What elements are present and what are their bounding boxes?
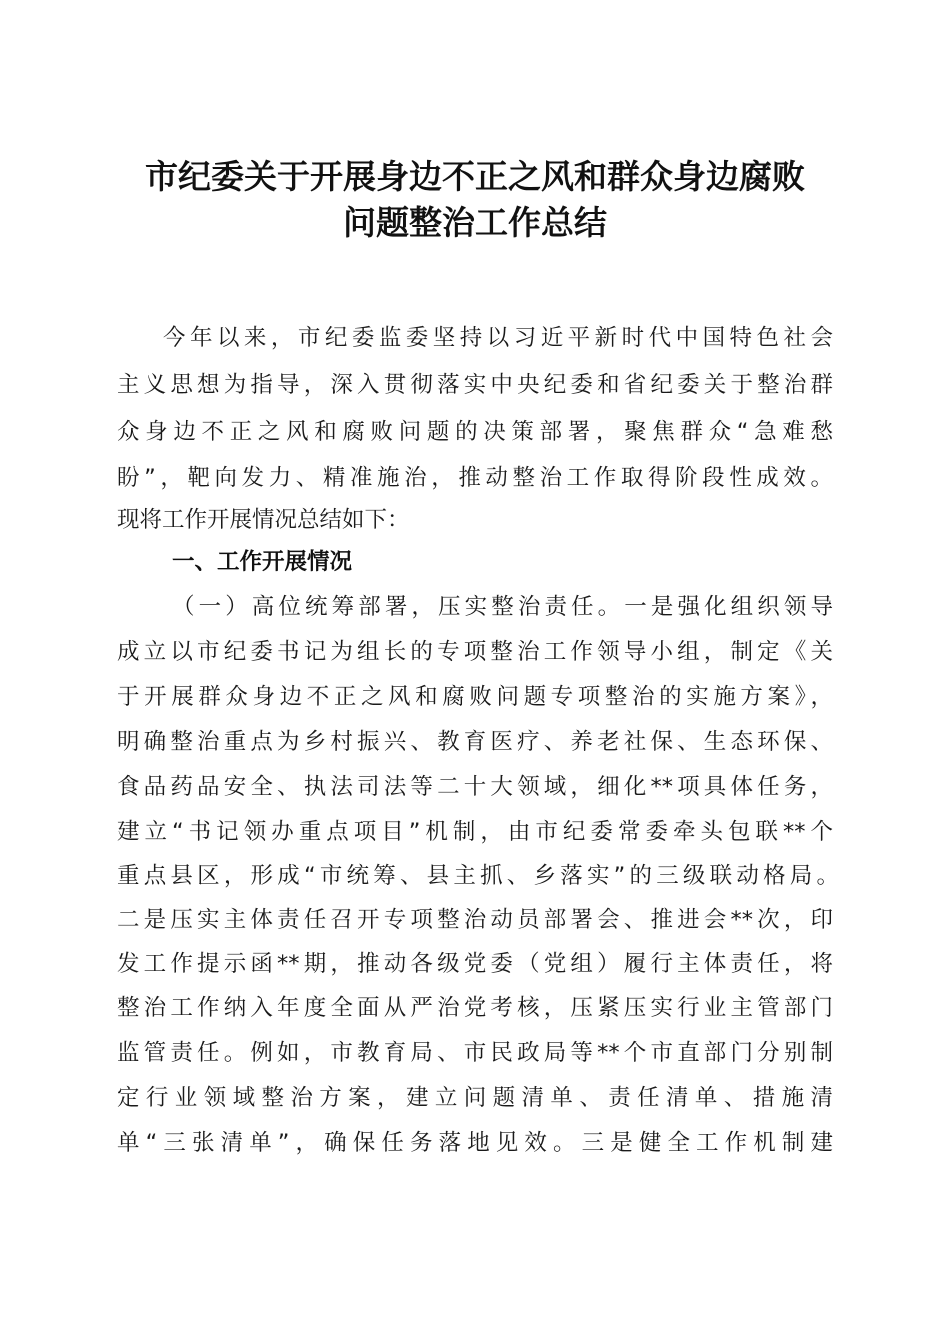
body-line-13: 单“三张清单”，确保任务落地见效。三是健全工作机制建	[117, 1130, 833, 1156]
document-title-line-1: 市纪委关于开展身边不正之风和群众身边腐败	[145, 157, 805, 196]
document-title-line-2: 问题整治工作总结	[343, 203, 607, 242]
body-line-8: 二是压实主体责任召开专项整治动员部署会、推进会**次，印	[117, 907, 833, 933]
body-line-5: 食品药品安全、执法司法等二十大领域，细化**项具体任务，	[117, 774, 833, 800]
intro-line-1: 今年以来，市纪委监委坚持以习近平新时代中国特色社会	[163, 325, 833, 351]
intro-line-5: 现将工作开展情况总结如下：	[117, 507, 410, 533]
body-line-9: 发工作提示函**期，推动各级党委（党组）履行主体责任，将	[117, 951, 833, 977]
body-line-6: 建立“书记领办重点项目”机制，由市纪委常委牵头包联**个	[117, 819, 833, 845]
body-line-7: 重点县区，形成“市统筹、县主抓、乡落实”的三级联动格局。	[117, 863, 839, 889]
intro-line-2: 主义思想为指导，深入贯彻落实中央纪委和省纪委关于整治群	[117, 372, 833, 398]
body-line-11: 监管责任。例如，市教育局、市民政局等**个市直部门分别制	[117, 1040, 833, 1066]
section-heading-1: 一、工作开展情况	[172, 549, 353, 575]
body-line-4: 明确整治重点为乡村振兴、教育医疗、养老社保、生态环保、	[117, 729, 833, 755]
body-line-2: 成立以市纪委书记为组长的专项整治工作领导小组，制定《关	[117, 639, 833, 665]
body-line-12: 定行业领域整治方案，建立问题清单、责任清单、措施清	[117, 1085, 833, 1111]
intro-line-3: 众身边不正之风和腐败问题的决策部署，聚焦群众“急难愁	[117, 419, 833, 445]
body-line-3: 于开展群众身边不正之风和腐败问题专项整治的实施方案》，	[117, 684, 833, 710]
body-line-10: 整治工作纳入年度全面从严治党考核，压紧压实行业主管部门	[117, 995, 833, 1021]
intro-line-4: 盼”，靶向发力、精准施治，推动整治工作取得阶段性成效。	[117, 465, 833, 491]
body-line-1: （一）高位统筹部署，压实整治责任。一是强化组织领导	[172, 594, 833, 620]
